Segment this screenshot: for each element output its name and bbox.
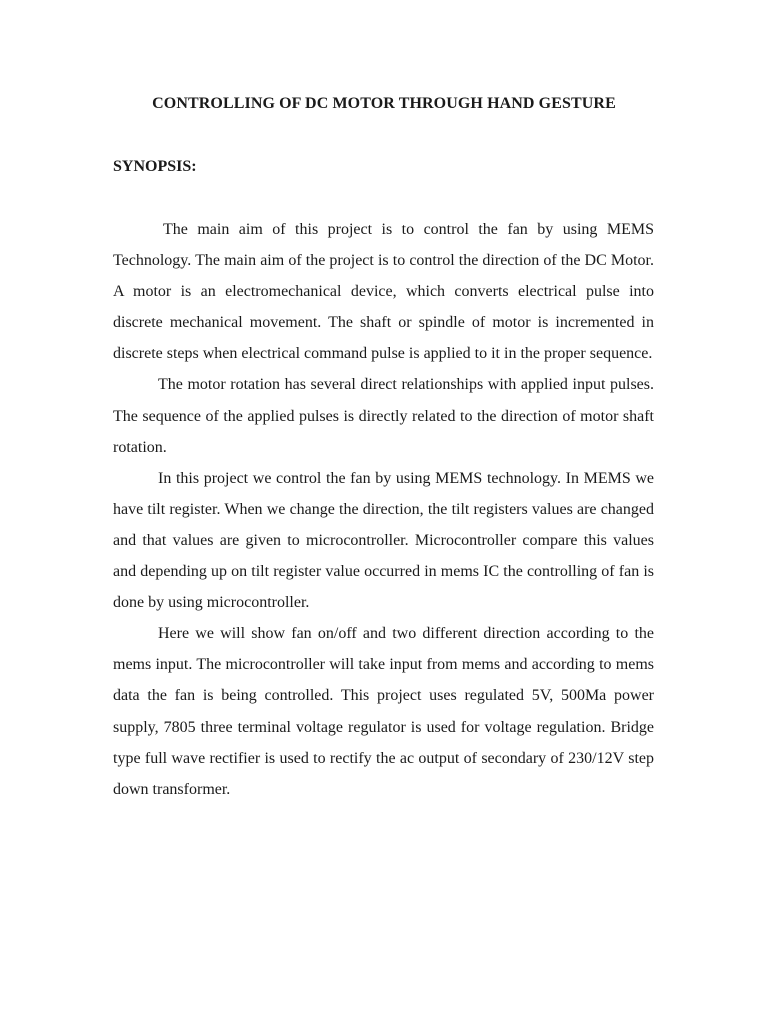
section-heading: SYNOPSIS: bbox=[113, 158, 197, 175]
paragraph-3: In this project we control the fan by using MEMS technology. In MEMS we have tilt register. When we change the direction, the tilt registers values are changed and that values are given to microcontroller. Microcontroller compare this values and depending up on tilt register value occurred in mems IC the controlling of fan is done by using microcontroller. bbox=[113, 469, 654, 612]
document-title: CONTROLLING OF DC MOTOR THROUGH HAND GESTURE bbox=[152, 95, 616, 112]
synopsis-body bbox=[113, 214, 654, 805]
paragraph-4: Here we will show fan on/off and two different direction according to the mems input. The microcontroller will take input from mems and according to mems data the fan is being controlled. This project uses regulated 5V, 500Ma power supply, 7805 three terminal voltage regulator is used for voltage regulation. Bridge type full wave rectifier is used to rectify the ac output of secondary of 230/12V step down transformer. bbox=[113, 625, 654, 798]
paragraph-1: The main aim of this project is to control the fan by using MEMS Technology. The main aim of the project is to control the direction of the DC Motor. A motor is an electromechanical device, which converts electrical pulse into discrete mechanical movement. The shaft or spindle of motor is incremented in discrete steps when electrical command pulse is applied to it in the proper sequence. bbox=[113, 221, 654, 363]
paragraph-2: The motor rotation has several direct relationships with applied input pulses. The sequence of the applied pulses is directly related to the direction of motor shaft rotation. bbox=[113, 376, 654, 456]
